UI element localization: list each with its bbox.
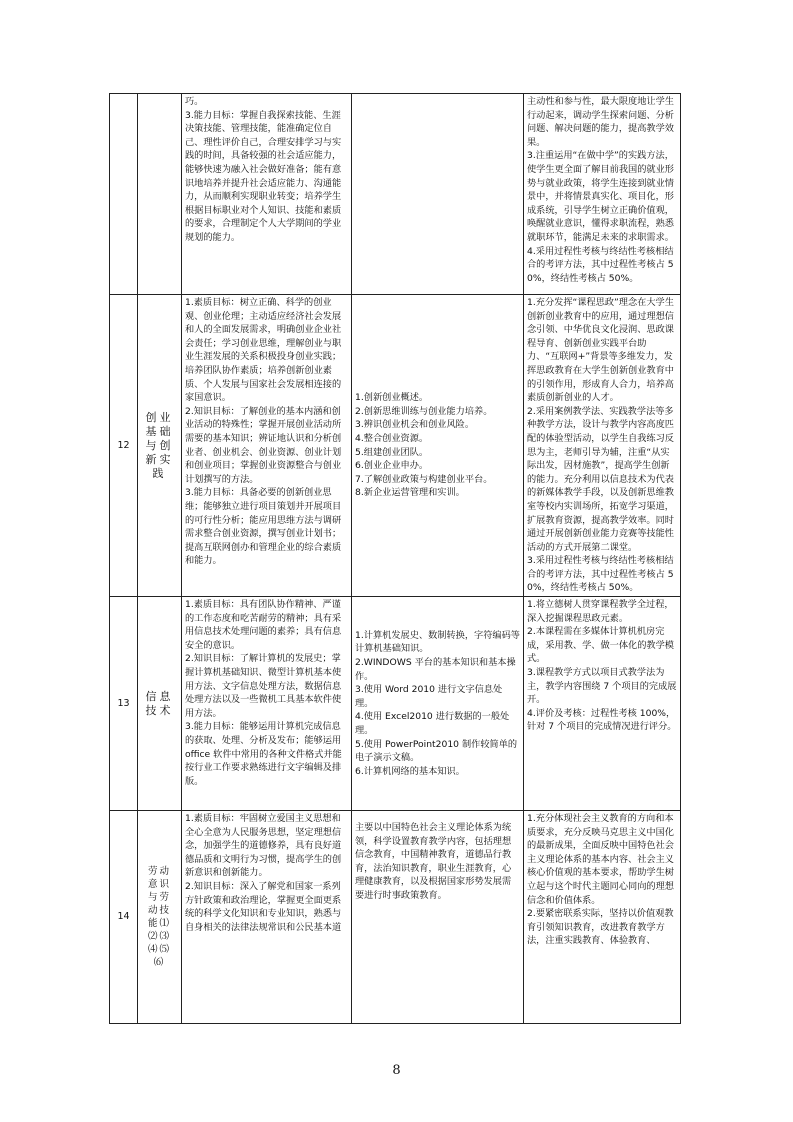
teaching-methods-cell: 1.充分体现社会主义教育的方向和本质要求，充分反映马克思主义中国化的最新成果，全面反映中国特色社会主义理论体系的基本内容、社会主义核心价值观的基本要求，帮助学生树立起与这个时代主题同心同向的理想信念和价值体系。 2.要紧密联系实际，坚持以价值观教育引领知识教育，改进教育教学方法，注重实践教育、体验教育、	[524, 811, 681, 1024]
course-name-cell	[138, 94, 182, 295]
course-number-cell	[110, 94, 138, 295]
course-number-cell: 13	[110, 597, 138, 811]
course-content-cell	[352, 94, 524, 295]
course-content-cell: 主要以中国特色社会主义理论体系为统领，科学设置教育教学内容，包括理想信念教育，中国精神教育，道德品行教育，法治知识教育，职业生涯教育，心理健康教育，以及根据国家形势发展需要进行时事政策教育。	[352, 811, 524, 1024]
teaching-methods-cell: 1.将立德树人贯穿课程教学全过程，深入挖掘课程思政元素。 2.本课程需在多媒体计算机机房完成，采用教、学、做一体化的教学模式。 3.课程教学方式以项目式教学法为主，教学内容围绕 7 个项目的完成展开。 4.评价及考核：过程性考核 100%，针对 7 个项目的完成情况进行评分。	[524, 597, 681, 811]
course-number-cell: 14	[110, 811, 138, 1024]
course-name-cell: 创业基础与创新实践	[138, 295, 182, 597]
table-row	[110, 811, 681, 1024]
course-number-cell: 12	[110, 295, 138, 597]
table-row	[110, 94, 681, 295]
course-name-cell: 信息技术	[138, 597, 182, 811]
teaching-methods-cell: 1.充分发挥“课程思政”理念在大学生创新创业教育中的应用，通过理想信念引领、中华优良文化浸润、思政课程导育、创新创业实践平台助力、“互联网+”背景等多维发力，发挥思政教育在大学生创新创业教育中的引领作用，形成育人合力，培养高素质创新创业的人才。 2.采用案例教学法、实践教学法等多种教学方法，设计与教学内容高度匹配的体验型活动，以学生自我练习反思为主，老师引导为辅，注重“从实际出发，因材施教”，提高学生创新的能力。充分利用以信息技术为代表的新媒体教学手段，以及创新思维教室等校内实训场所，拓宽学习渠道，扩展教育资源，提高教学效率。同时通过开展创新创业能力竞赛等技能性活动的方式开展第二课堂。 3.采用过程性考核与终结性考核相结合的考评方法，其中过程性考核占 50%，终结性考核占 50%。	[524, 295, 681, 597]
teaching-methods-cell: 主动性和参与性，最大限度地让学生行动起来，调动学生探索问题、分析问题、解决问题的能力，提高教学效果。 3.注重运用“在做中学”的实践方法，使学生更全面了解目前我国的就业形势与就业政策，将学生连接到就业情景中，并将情景真实化、项目化，形成系统，引导学生树立正确价值观，唤醒就业意识，懂得求职流程，熟悉就职环节，能满足未来的求职需求。 4.采用过程性考核与终结性考核相结合的考评方法，其中过程性考核占 50%，终结性考核占 50%。	[524, 94, 681, 295]
course-content-cell: 1.计算机发展史、数制转换，字符编码等计算机基础知识。 2.WINDOWS 平台的基本知识和基本操作。 3.使用 Word 2010 进行文字信息处理。 4.使用 Excel2010 进行数据的一般处理。 5.使用 PowerPoint2010 制作较简单的电子演示文稿。 6.计算机网络的基本知识。	[352, 597, 524, 811]
course-objectives-cell: 1.素质目标：具有团队协作精神、严谨的工作态度和吃苦耐劳的精神；具有采用信息技术处理问题的素养；具有信息安全的意识。 2.知识目标：了解计算机的发展史；掌握计算机基础知识、微型计算机基本使用方法、文字信息处理方法，数据信息处理方法以及一些微机工具基本软件使用方法。 3.能力目标：能够运用计算机完成信息的获取、处理、分析及发布；能够运用 office 软件中常用的各种文件格式并能按行业工作要求熟练进行文字编辑及排版。	[182, 597, 352, 811]
course-content-cell: 1.创新创业概述。 2.创新思维训练与创业能力培养。 3.辨识创业机会和创业风险。 4.整合创业资源。 5.组建创业团队。 6.创业企业申办。 7.了解创业政策与构建创业平台。 8.新企业运营管理和实训。	[352, 295, 524, 597]
page-number: 8	[392, 1063, 401, 1078]
curriculum-table	[109, 93, 681, 1024]
course-objectives-cell: 1.素质目标：牢固树立爱国主义思想和全心全意为人民服务思想，坚定理想信念，加强学生的道德修养，具有良好道德品质和文明行为习惯，提高学生的创新意识和创新能力。 2.知识目标：深入了解党和国家一系列方针政策和政治理论，掌握更全面更系统的科学文化知识和专业知识，熟悉与自身相关的法律法规常识和公民基本道	[182, 811, 352, 1024]
table-row	[110, 295, 681, 597]
course-objectives-cell: 巧。 3.能力目标：掌握自我探索技能、生涯决策技能、管理技能，能准确定位自己、理性评价自己，合理安排学习与实践的时间，具备较强的社会适应能力，能够快速为融入社会做好准备；能有意识地培养并提升社会适应能力、沟通能力，从而顺利实现职业转变；培养学生根据目标职业对个人知识、技能和素质的要求，合理制定个人大学期间的学业规划的能力。	[182, 94, 352, 295]
course-objectives-cell: 1.素质目标：树立正确、科学的创业观、创业伦理；主动适应经济社会发展和人的全面发展需求，明确创业企业社会责任；学习创业思维，理解创业与职业生涯发展的关系积极投身创业实践；培养团队协作素质；培养创新创业素质、个人发展与国家社会发展相连接的家国意识。 2.知识目标：了解创业的基本内涵和创业活动的特殊性；掌握开展创业活动所需要的基本知识；辨证地认识和分析创业者、创业机会、创业资源、创业计划和创业项目；掌握创业资源整合与创业计划撰写的方法。 3.能力目标：具备必要的创新创业思维；能够独立进行项目策划并开展项目的可行性分析；能应用思维方法与调研需求整合创业资源，撰写创业计划书；提高互联网创办和管理企业的综合素质和能力。	[182, 295, 352, 597]
course-name-cell: 劳动意识与劳动技能⑴⑵⑶⑷⑸⑹	[138, 811, 182, 1024]
table-row	[110, 597, 681, 811]
